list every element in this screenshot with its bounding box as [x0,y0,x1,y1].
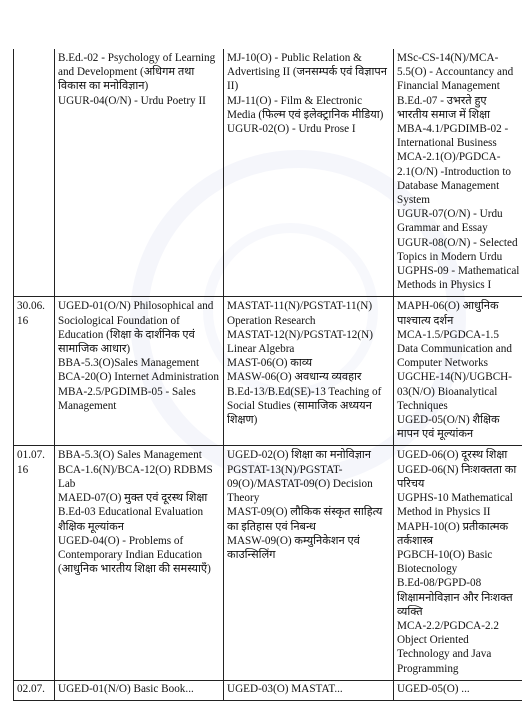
paper-entry: MAST-06(O) काव्य [227,356,390,370]
paper-list-cell [224,680,394,700]
exam-date-cell: 02.07. [14,680,55,700]
paper-entry: MBA-4.1/PGDIMB-02 - International Business [397,122,520,150]
paper-entry: BBA-5.3(O) Sales Management [58,448,220,462]
paper-entry: UGED-05(O/N) शैक्षिक मापन एवं मूल्यांकन [397,413,520,441]
paper-entry: MAST-09(O) लौकिक संस्कृत साहित्य का इतिहास एवं निबन्ध [227,505,390,533]
schedule-row [14,297,522,446]
paper-entry: BBA-5.3(O)Sales Management [58,356,220,370]
paper-entry: B.Ed.-07 - उभरते हुए भारतीय समाज में शिक्षा [397,94,520,122]
paper-entry: MCA-2.1(O)/PGDCA-2.1(O/N) -Introduction to Database Management System [397,150,520,207]
paper-entry: UGCHE-14(N)/UGBCH-03(N/O) Bioanalytical Techniques [397,370,520,413]
paper-list-cell [394,446,522,680]
paper-entry: MASW-09(O) कम्युनिकेशन एवं काउन्सिलिंग [227,534,390,562]
paper-list-cell [55,446,224,680]
paper-entry: MASW-06(O) अवधान्य व्यवहार [227,370,390,384]
paper-entry: UGPHS-10 Mathematical Method in Physics II [397,491,520,519]
paper-entry: MAPH-10(O) प्रतीकात्मक तर्कशास्त्र [397,520,520,548]
paper-entry: PGSTAT-13(N)/PGSTAT-09(O)/MASTAT-09(O) Decision Theory [227,463,390,506]
schedule-row [14,680,522,700]
paper-entry: UGED-03(O) MASTAT... [227,682,390,696]
schedule-row [14,49,522,297]
paper-list-cell [55,297,224,446]
paper-entry: MJ-10(O) - Public Relation & Advertising II (जनसम्पर्क एवं विज्ञापन II) [227,51,390,94]
paper-entry: UGUR-02(O) - Urdu Prose I [227,122,390,136]
schedule-row [14,446,522,680]
paper-list-cell [55,680,224,700]
paper-list-cell [394,297,522,446]
paper-entry: UGED-06(N) निःशक्तता का परिचय [397,463,520,491]
paper-entry: MSc-CS-14(N)/MCA-5.5(O) - Accountancy and Financial Management [397,51,520,94]
paper-entry: UGED-05(O) ... [397,682,520,696]
paper-entry: UGUR-07(O/N) - Urdu Grammar and Essay [397,207,520,235]
paper-list-cell [394,49,522,297]
paper-list-cell [394,680,522,700]
paper-entry: UGED-04(O) - Problems of Contemporary Indian Education (आधुनिक भारतीय शिक्षा की समस्याएँ) [58,534,220,577]
paper-entry: BCA-1.6(N)/BCA-12(O) RDBMS Lab [58,463,220,491]
paper-list-cell [224,446,394,680]
paper-entry: UGPHS-09 - Mathematical Methods in Physics I [397,264,520,292]
paper-entry: B.Ed-13/B.Ed(SE)-13 Teaching of Social Studies (सामाजिक अध्ययन शिक्षण) [227,385,390,428]
paper-entry: MJ-11(O) - Film & Electronic Media (फिल्म एवं इलेक्ट्रानिक मीडिया) [227,94,390,122]
paper-entry: PGBCH-10(O) Basic Biotecnology [397,548,520,576]
paper-list-cell [224,297,394,446]
paper-entry: UGUR-08(O/N) - Selected Topics in Modern Urdu [397,236,520,264]
paper-entry: UGUR-04(O/N) - Urdu Poetry II [58,94,220,108]
paper-entry: B.Ed-08/PGPD-08 शिक्षामनोविज्ञान और निःशक्त व्यक्ति [397,576,520,619]
paper-entry: MCA-1.5/PGDCA-1.5 Data Communication and Computer Networks [397,328,520,371]
paper-list-cell [55,49,224,297]
paper-entry: B.Ed-03 Educational Evaluation शैक्षिक मूल्यांकन [58,505,220,533]
exam-date-cell [14,49,55,297]
exam-date-cell: 30.06. 16 [14,297,55,446]
paper-entry: BCA-20(O) Internet Administration [58,370,220,384]
paper-entry: MBA-2.5/PGDIMB-05 - Sales Management [58,385,220,413]
paper-entry: UGED-06(O) दूरस्थ शिक्षा [397,448,520,462]
paper-entry: MASTAT-11(N)/PGSTAT-11(N) Operation Research [227,299,390,327]
paper-entry: MAED-07(O) मुक्त एवं दूरस्थ शिक्षा [58,491,220,505]
paper-entry: B.Ed.-02 - Psychology of Learning and Development (अधिगम तथा विकास का मनोविज्ञान) [58,51,220,94]
paper-entry: UGED-01(O/N) Philosophical and Sociological Foundation of Education (शिक्षा के दार्शनिक एवं सामाजिक आधार) [58,299,220,356]
paper-list-cell [224,49,394,297]
paper-entry: MAPH-06(O) आधुनिक पाश्चात्य दर्शन [397,299,520,327]
exam-date-cell: 01.07. 16 [14,446,55,680]
paper-entry: UGED-01(N/O) Basic Book... [58,682,220,696]
paper-entry: MASTAT-12(N)/PGSTAT-12(N) Linear Algebra [227,328,390,356]
paper-entry: UGED-02(O) शिक्षा का मनोविज्ञान [227,448,390,462]
paper-entry: MCA-2.2/PGDCA-2.2 Object Oriented Technology and Java Programming [397,619,520,676]
exam-schedule-table [13,49,522,701]
